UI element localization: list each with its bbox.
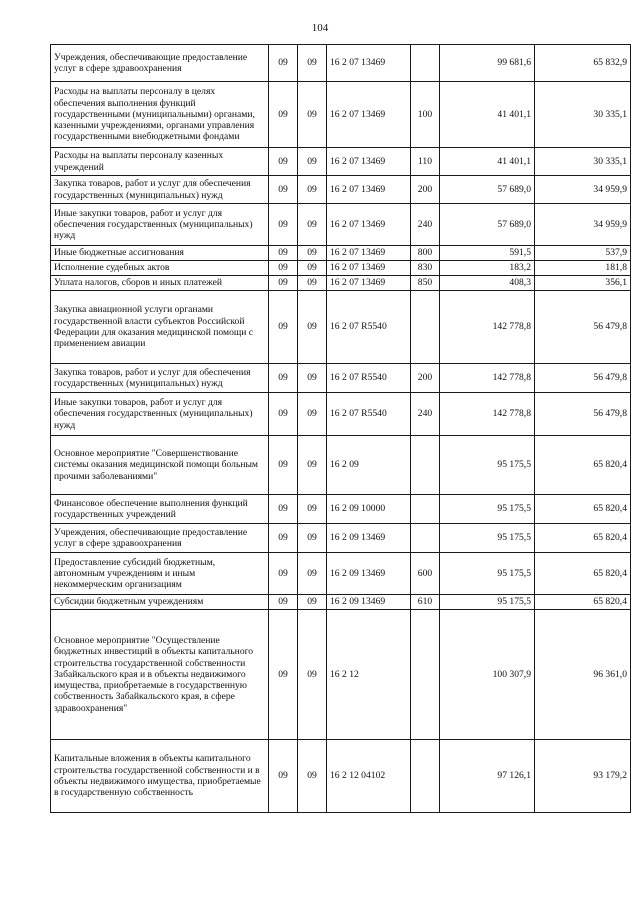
row-value-2: 30 335,1 — [535, 82, 631, 148]
row-value-2: 34 959,9 — [535, 176, 631, 204]
row-value-2: 56 479,8 — [535, 364, 631, 393]
row-value-1: 57 689,0 — [440, 176, 535, 204]
row-subsection: 09 — [298, 82, 327, 148]
row-value-1: 41 401,1 — [440, 148, 535, 176]
row-subsection: 09 — [298, 495, 327, 524]
row-section: 09 — [269, 436, 298, 495]
row-expense-type: 800 — [411, 246, 440, 261]
row-value-2: 65 820,4 — [535, 524, 631, 553]
row-name: Закупка товаров, работ и услуг для обеспечения государственных (муниципальных) нужд — [51, 176, 269, 204]
row-name: Капитальные вложения в объекты капитального строительства государственной собственности и в объекты недвижимого имущества, приобретаемые в государственную собственность — [51, 740, 269, 813]
row-value-1: 57 689,0 — [440, 204, 535, 246]
row-subsection: 09 — [298, 204, 327, 246]
row-section: 09 — [269, 495, 298, 524]
row-name: Субсидии бюджетным учреждениям — [51, 595, 269, 610]
row-value-1: 95 175,5 — [440, 436, 535, 495]
row-target-article: 16 2 07 13469 — [327, 246, 411, 261]
row-target-article: 16 2 07 13469 — [327, 82, 411, 148]
row-name: Уплата налогов, сборов и иных платежей — [51, 276, 269, 291]
row-value-1: 408,3 — [440, 276, 535, 291]
row-expense-type: 240 — [411, 204, 440, 246]
row-name: Закупка авиационной услуги органами государственной власти субъектов Российской Федерации для оказания медицинской помощи с применением авиации — [51, 291, 269, 364]
row-expense-type: 850 — [411, 276, 440, 291]
row-target-article: 16 2 12 04102 — [327, 740, 411, 813]
row-name: Основное мероприятие "Осуществление бюджетных инвестиций в объекты капитального строительства государственной собственности Забайкальского края и в объекты недвижимого имущества, приобретаемые в государственную собственность Забайкальского края, в сфере здравоохранения" — [51, 610, 269, 740]
table-row — [51, 261, 631, 276]
row-name: Исполнение судебных актов — [51, 261, 269, 276]
row-value-2: 96 361,0 — [535, 610, 631, 740]
row-section: 09 — [269, 610, 298, 740]
row-expense-type: 100 — [411, 82, 440, 148]
row-name: Иные бюджетные ассигнования — [51, 246, 269, 261]
row-expense-type: 610 — [411, 595, 440, 610]
row-section: 09 — [269, 176, 298, 204]
row-value-1: 41 401,1 — [440, 82, 535, 148]
row-section: 09 — [269, 364, 298, 393]
table-row — [51, 82, 631, 148]
table-row — [51, 436, 631, 495]
row-name: Расходы на выплаты персоналу казенных учреждений — [51, 148, 269, 176]
row-value-2: 56 479,8 — [535, 291, 631, 364]
row-value-1: 142 778,8 — [440, 291, 535, 364]
table-row — [51, 524, 631, 553]
row-subsection: 09 — [298, 610, 327, 740]
row-section: 09 — [269, 595, 298, 610]
row-expense-type — [411, 610, 440, 740]
row-target-article: 16 2 07 13469 — [327, 276, 411, 291]
table-row — [51, 595, 631, 610]
row-section: 09 — [269, 291, 298, 364]
row-value-2: 356,1 — [535, 276, 631, 291]
table-row — [51, 204, 631, 246]
row-subsection: 09 — [298, 740, 327, 813]
row-subsection: 09 — [298, 261, 327, 276]
row-target-article: 16 2 07 13469 — [327, 204, 411, 246]
row-target-article: 16 2 07 R5540 — [327, 393, 411, 436]
row-target-article: 16 2 09 10000 — [327, 495, 411, 524]
row-value-1: 591,5 — [440, 246, 535, 261]
row-expense-type: 240 — [411, 393, 440, 436]
row-section: 09 — [269, 148, 298, 176]
row-value-1: 100 307,9 — [440, 610, 535, 740]
row-value-2: 34 959,9 — [535, 204, 631, 246]
row-target-article: 16 2 12 — [327, 610, 411, 740]
row-subsection: 09 — [298, 291, 327, 364]
row-value-2: 30 335,1 — [535, 148, 631, 176]
row-value-2: 65 820,4 — [535, 553, 631, 595]
row-section: 09 — [269, 82, 298, 148]
row-subsection: 09 — [298, 436, 327, 495]
table-row — [51, 276, 631, 291]
row-target-article: 16 2 07 13469 — [327, 45, 411, 82]
row-target-article: 16 2 09 13469 — [327, 595, 411, 610]
row-expense-type — [411, 436, 440, 495]
row-name: Иные закупки товаров, работ и услуг для обеспечения государственных (муниципальных) нужд — [51, 393, 269, 436]
row-section: 09 — [269, 246, 298, 261]
row-value-2: 181,8 — [535, 261, 631, 276]
row-value-1: 95 175,5 — [440, 553, 535, 595]
row-section: 09 — [269, 45, 298, 82]
row-expense-type — [411, 45, 440, 82]
row-section: 09 — [269, 393, 298, 436]
row-value-1: 99 681,6 — [440, 45, 535, 82]
row-name: Финансовое обеспечение выполнения функций государственных учреждений — [51, 495, 269, 524]
table-row — [51, 45, 631, 82]
table-row — [51, 176, 631, 204]
row-target-article: 16 2 09 — [327, 436, 411, 495]
row-name: Предоставление субсидий бюджетным, автономным учреждениям и иным некоммерческим организациям — [51, 553, 269, 595]
row-name: Расходы на выплаты персоналу в целях обеспечения выполнения функций государственными (муниципальными) органами, казенными учреждениями, органами управления государственными внебюджетными фондами — [51, 82, 269, 148]
row-subsection: 09 — [298, 276, 327, 291]
row-subsection: 09 — [298, 246, 327, 261]
row-value-1: 142 778,8 — [440, 364, 535, 393]
row-section: 09 — [269, 261, 298, 276]
row-section: 09 — [269, 204, 298, 246]
budget-table — [50, 44, 631, 813]
table-row — [51, 246, 631, 261]
table-row — [51, 148, 631, 176]
row-value-1: 97 126,1 — [440, 740, 535, 813]
row-value-1: 95 175,5 — [440, 495, 535, 524]
table-row — [51, 610, 631, 740]
row-target-article: 16 2 07 13469 — [327, 176, 411, 204]
row-target-article: 16 2 07 13469 — [327, 148, 411, 176]
row-expense-type: 110 — [411, 148, 440, 176]
row-expense-type — [411, 495, 440, 524]
row-target-article: 16 2 09 13469 — [327, 524, 411, 553]
row-value-2: 65 820,4 — [535, 495, 631, 524]
row-section: 09 — [269, 740, 298, 813]
row-expense-type — [411, 291, 440, 364]
row-value-2: 65 820,4 — [535, 595, 631, 610]
row-section: 09 — [269, 553, 298, 595]
row-target-article: 16 2 07 R5540 — [327, 364, 411, 393]
table-row — [51, 495, 631, 524]
table-row — [51, 364, 631, 393]
row-value-1: 95 175,5 — [440, 595, 535, 610]
row-expense-type: 200 — [411, 364, 440, 393]
row-value-2: 65 832,9 — [535, 45, 631, 82]
row-subsection: 09 — [298, 524, 327, 553]
row-target-article: 16 2 09 13469 — [327, 553, 411, 595]
table-row — [51, 740, 631, 813]
row-subsection: 09 — [298, 176, 327, 204]
row-value-2: 65 820,4 — [535, 436, 631, 495]
table-row — [51, 393, 631, 436]
row-name: Учреждения, обеспечивающие предоставление услуг в сфере здравоохранения — [51, 524, 269, 553]
row-subsection: 09 — [298, 553, 327, 595]
row-name: Основное мероприятие "Совершенствование системы оказания медицинской помощи больным прочими заболеваниями" — [51, 436, 269, 495]
row-expense-type: 830 — [411, 261, 440, 276]
row-subsection: 09 — [298, 364, 327, 393]
row-name: Учреждения, обеспечивающие предоставление услуг в сфере здравоохранения — [51, 45, 269, 82]
row-expense-type: 600 — [411, 553, 440, 595]
row-section: 09 — [269, 524, 298, 553]
row-target-article: 16 2 07 13469 — [327, 261, 411, 276]
row-expense-type: 200 — [411, 176, 440, 204]
table-row — [51, 553, 631, 595]
row-subsection: 09 — [298, 393, 327, 436]
table-row — [51, 291, 631, 364]
row-expense-type — [411, 740, 440, 813]
row-value-2: 537,9 — [535, 246, 631, 261]
row-value-2: 93 179,2 — [535, 740, 631, 813]
row-value-2: 56 479,8 — [535, 393, 631, 436]
row-section: 09 — [269, 276, 298, 291]
row-subsection: 09 — [298, 148, 327, 176]
row-expense-type — [411, 524, 440, 553]
row-value-1: 183,2 — [440, 261, 535, 276]
row-target-article: 16 2 07 R5540 — [327, 291, 411, 364]
row-value-1: 142 778,8 — [440, 393, 535, 436]
row-name: Иные закупки товаров, работ и услуг для обеспечения государственных (муниципальных) нужд — [51, 204, 269, 246]
page-number: 104 — [311, 22, 329, 34]
row-subsection: 09 — [298, 45, 327, 82]
row-subsection: 09 — [298, 595, 327, 610]
row-name: Закупка товаров, работ и услуг для обеспечения государственных (муниципальных) нужд — [51, 364, 269, 393]
row-value-1: 95 175,5 — [440, 524, 535, 553]
